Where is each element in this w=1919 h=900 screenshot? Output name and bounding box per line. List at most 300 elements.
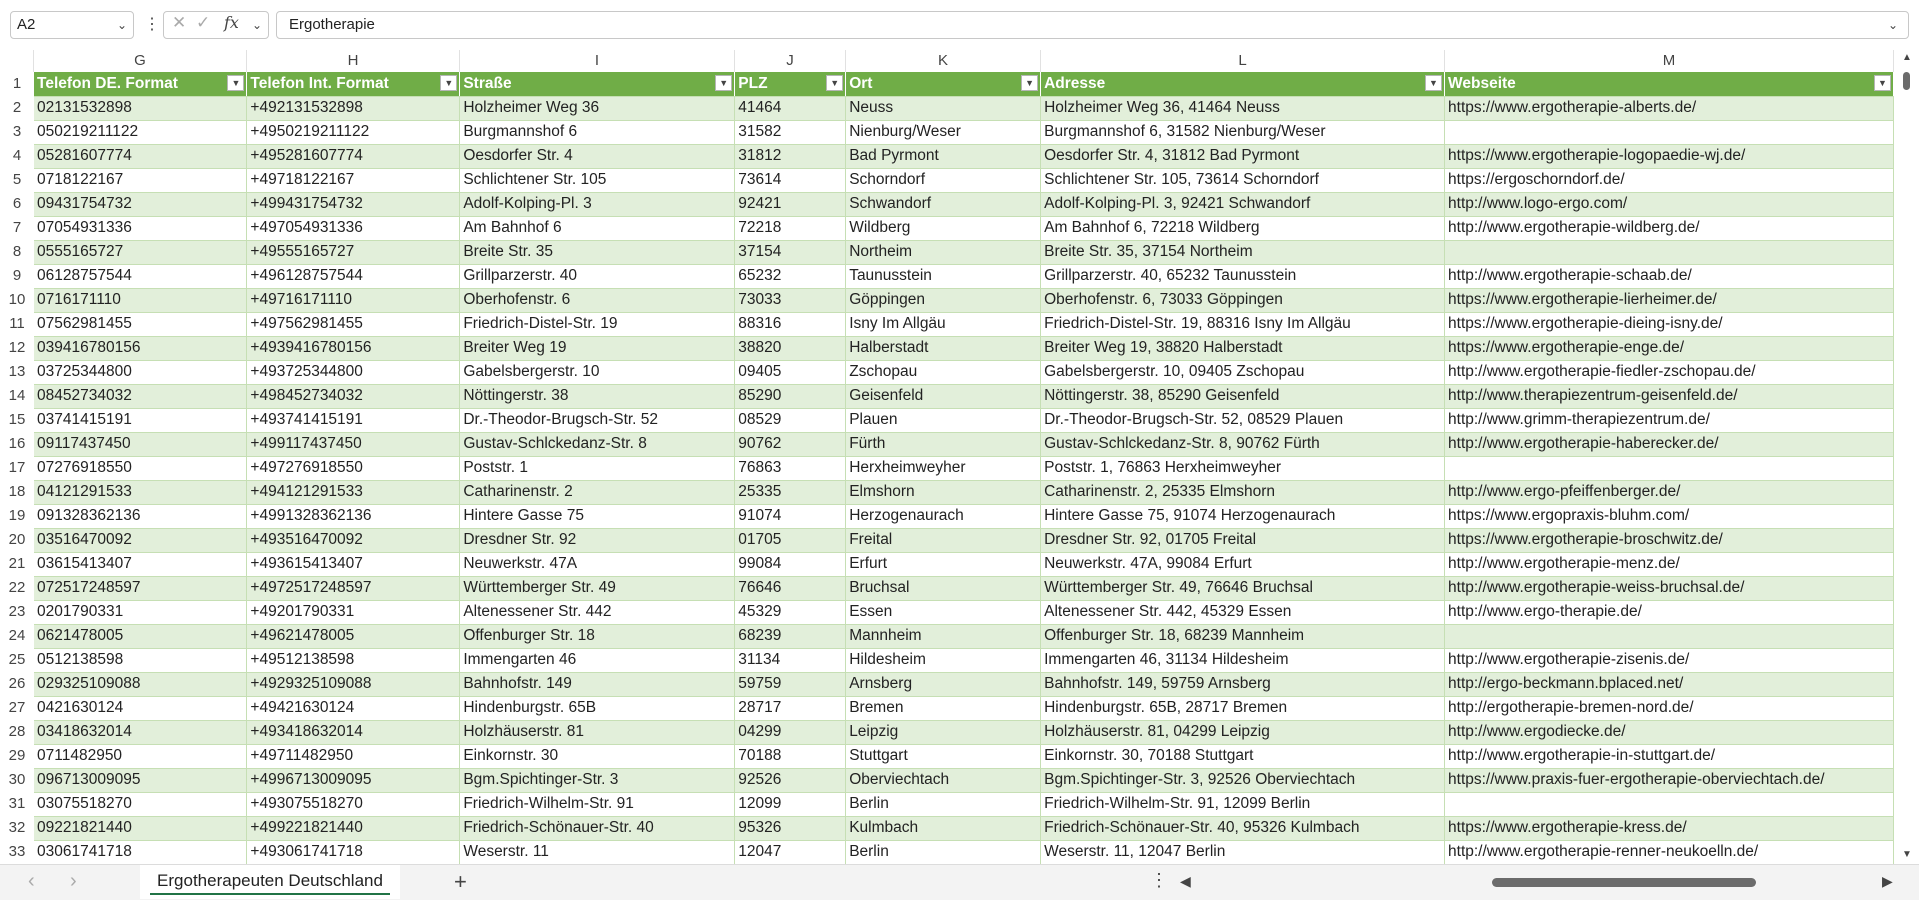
table-cell[interactable]: Burgmannshof 6 <box>460 120 735 144</box>
table-cell[interactable]: http://ergo-beckmann.bplaced.net/ <box>1445 672 1894 696</box>
table-cell[interactable]: 31134 <box>735 648 846 672</box>
table-cell[interactable]: Bremen <box>846 696 1041 720</box>
table-cell[interactable]: Elmshorn <box>846 480 1041 504</box>
table-cell[interactable]: 45329 <box>735 600 846 624</box>
row-header[interactable]: 33 <box>8 843 26 860</box>
table-cell[interactable]: +49718122167 <box>247 168 460 192</box>
table-cell[interactable]: Altenessener Str. 442, 45329 Essen <box>1041 600 1445 624</box>
table-cell[interactable]: 04299 <box>735 720 846 744</box>
table-cell[interactable]: Oesdorfer Str. 4, 31812 Bad Pyrmont <box>1041 144 1445 168</box>
spreadsheet-grid[interactable] <box>0 50 1894 864</box>
table-cell[interactable]: 06128757544 <box>34 264 247 288</box>
table-cell[interactable]: +4996713009095 <box>247 768 460 792</box>
table-cell[interactable]: +493516470092 <box>247 528 460 552</box>
table-cell[interactable]: +49512138598 <box>247 648 460 672</box>
table-cell[interactable]: Schlichtener Str. 105 <box>460 168 735 192</box>
table-cell[interactable]: 03418632014 <box>34 720 247 744</box>
column-header-m[interactable]: M <box>1445 50 1894 72</box>
table-cell[interactable]: 0512138598 <box>34 648 247 672</box>
table-cell[interactable]: 12099 <box>735 792 846 816</box>
table-cell[interactable]: 03615413407 <box>34 552 247 576</box>
column-header-l[interactable]: L <box>1041 50 1445 72</box>
filter-dropdown-icon[interactable]: ▼ <box>1425 75 1442 91</box>
table-cell[interactable]: Friedrich-Wilhelm-Str. 91, 12099 Berlin <box>1041 792 1445 816</box>
table-cell[interactable]: +49621478005 <box>247 624 460 648</box>
row-header[interactable]: 19 <box>8 507 26 524</box>
table-cell[interactable]: 90762 <box>735 432 846 456</box>
table-cell[interactable]: http://www.ergodiecke.de/ <box>1445 720 1894 744</box>
table-cell[interactable]: Gustav-Schlckedanz-Str. 8, 90762 Fürth <box>1041 432 1445 456</box>
row-header[interactable]: 28 <box>8 723 26 740</box>
previous-sheet-icon[interactable]: ‹ <box>28 870 35 892</box>
table-cell[interactable]: Catharinenstr. 2, 25335 Elmshorn <box>1041 480 1445 504</box>
table-cell[interactable]: Leipzig <box>846 720 1041 744</box>
table-cell[interactable]: Offenburger Str. 18, 68239 Mannheim <box>1041 624 1445 648</box>
table-cell[interactable]: Offenburger Str. 18 <box>460 624 735 648</box>
row-header[interactable]: 15 <box>8 411 26 428</box>
row-header[interactable]: 29 <box>8 747 26 764</box>
table-cell[interactable]: Friedrich-Schönauer-Str. 40 <box>460 816 735 840</box>
table-cell[interactable]: Einkornstr. 30 <box>460 744 735 768</box>
table-cell[interactable]: Oesdorfer Str. 4 <box>460 144 735 168</box>
table-cell[interactable]: http://www.grimm-therapiezentrum.de/ <box>1445 408 1894 432</box>
row-header[interactable]: 30 <box>8 771 26 788</box>
table-cell[interactable]: 091328362136 <box>34 504 247 528</box>
table-cell[interactable]: Isny Im Allgäu <box>846 312 1041 336</box>
row-header[interactable]: 23 <box>8 603 26 620</box>
table-cell[interactable]: +499431754732 <box>247 192 460 216</box>
table-cell[interactable]: Schlichtener Str. 105, 73614 Schorndorf <box>1041 168 1445 192</box>
table-cell[interactable]: 09405 <box>735 360 846 384</box>
table-cell[interactable]: 08529 <box>735 408 846 432</box>
table-cell[interactable]: 050219211122 <box>34 120 247 144</box>
row-header[interactable]: 21 <box>8 555 26 572</box>
table-header-cell[interactable] <box>846 72 1041 96</box>
table-cell[interactable]: http://www.therapiezentrum-geisenfeld.de/ <box>1445 384 1894 408</box>
table-cell[interactable]: Schorndorf <box>846 168 1041 192</box>
table-cell[interactable]: http://ergotherapie-bremen-nord.de/ <box>1445 696 1894 720</box>
table-cell[interactable]: Breiter Weg 19, 38820 Halberstadt <box>1041 336 1445 360</box>
table-cell[interactable]: 31582 <box>735 120 846 144</box>
table-cell[interactable]: Holzheimer Weg 36, 41464 Neuss <box>1041 96 1445 120</box>
row-header[interactable]: 31 <box>8 795 26 812</box>
table-cell[interactable]: Oberviechtach <box>846 768 1041 792</box>
scroll-right-icon[interactable]: ▶ <box>1882 873 1893 889</box>
table-cell[interactable]: +4929325109088 <box>247 672 460 696</box>
table-cell[interactable]: Dresdner Str. 92, 01705 Freital <box>1041 528 1445 552</box>
table-cell[interactable]: 12047 <box>735 840 846 864</box>
table-cell[interactable]: https://www.ergotherapie-dieing-isny.de/ <box>1445 312 1894 336</box>
table-cell[interactable]: Bgm.Spichtinger-Str. 3 <box>460 768 735 792</box>
table-cell[interactable]: Northeim <box>846 240 1041 264</box>
table-cell[interactable]: https://www.ergotherapie-kress.de/ <box>1445 816 1894 840</box>
table-cell[interactable]: http://www.ergotherapie-weiss-bruchsal.de/ <box>1445 576 1894 600</box>
row-header[interactable]: 8 <box>12 243 22 260</box>
table-cell[interactable]: +497276918550 <box>247 456 460 480</box>
table-cell[interactable]: Friedrich-Distel-Str. 19, 88316 Isny Im Allgäu <box>1041 312 1445 336</box>
table-cell[interactable]: Poststr. 1 <box>460 456 735 480</box>
table-cell[interactable]: Bruchsal <box>846 576 1041 600</box>
table-cell[interactable]: 73033 <box>735 288 846 312</box>
table-cell[interactable]: Nienburg/Weser <box>846 120 1041 144</box>
table-cell[interactable]: +499221821440 <box>247 816 460 840</box>
table-cell[interactable]: 38820 <box>735 336 846 360</box>
table-cell[interactable]: https://www.ergotherapie-alberts.de/ <box>1445 96 1894 120</box>
table-cell[interactable]: https://ergoschorndorf.de/ <box>1445 168 1894 192</box>
row-header[interactable]: 24 <box>8 627 26 644</box>
row-header[interactable]: 1 <box>12 75 22 92</box>
table-cell[interactable]: Dr.-Theodor-Brugsch-Str. 52, 08529 Plauen <box>1041 408 1445 432</box>
table-cell[interactable]: Am Bahnhof 6 <box>460 216 735 240</box>
row-header[interactable]: 16 <box>8 435 26 452</box>
table-cell[interactable]: 73614 <box>735 168 846 192</box>
add-sheet-icon[interactable]: + <box>454 869 467 894</box>
table-cell[interactable]: 09221821440 <box>34 816 247 840</box>
table-cell[interactable]: Schwandorf <box>846 192 1041 216</box>
table-cell[interactable]: Geisenfeld <box>846 384 1041 408</box>
table-cell[interactable]: Breite Str. 35 <box>460 240 735 264</box>
table-cell[interactable]: Bad Pyrmont <box>846 144 1041 168</box>
table-cell[interactable]: Nöttingerstr. 38 <box>460 384 735 408</box>
table-cell[interactable]: +493741415191 <box>247 408 460 432</box>
table-cell[interactable]: Arnsberg <box>846 672 1041 696</box>
table-cell[interactable]: +499117437450 <box>247 432 460 456</box>
enter-icon[interactable]: ✓ <box>196 13 211 32</box>
data-table[interactable] <box>34 72 1894 864</box>
table-cell[interactable]: Freital <box>846 528 1041 552</box>
table-cell[interactable]: Erfurt <box>846 552 1041 576</box>
table-cell[interactable]: Gustav-Schlckedanz-Str. 8 <box>460 432 735 456</box>
column-header-j[interactable]: J <box>735 50 846 72</box>
table-cell[interactable]: Wildberg <box>846 216 1041 240</box>
table-cell[interactable]: Holzhäuserstr. 81, 04299 Leipzig <box>1041 720 1445 744</box>
filter-dropdown-icon[interactable]: ▼ <box>1021 75 1038 91</box>
table-cell[interactable]: Bgm.Spichtinger-Str. 3, 92526 Oberviechtach <box>1041 768 1445 792</box>
table-cell[interactable]: Taunusstein <box>846 264 1041 288</box>
table-cell[interactable]: Essen <box>846 600 1041 624</box>
table-cell[interactable]: Herzogenaurach <box>846 504 1041 528</box>
table-cell[interactable]: Friedrich-Distel-Str. 19 <box>460 312 735 336</box>
table-cell[interactable]: +49201790331 <box>247 600 460 624</box>
table-cell[interactable]: 02131532898 <box>34 96 247 120</box>
table-cell[interactable]: 03516470092 <box>34 528 247 552</box>
table-cell[interactable]: 072517248597 <box>34 576 247 600</box>
row-header[interactable]: 20 <box>8 531 26 548</box>
filter-dropdown-icon[interactable]: ▼ <box>440 75 457 91</box>
table-cell[interactable]: 03061741718 <box>34 840 247 864</box>
filter-dropdown-icon[interactable]: ▼ <box>826 75 843 91</box>
table-cell[interactable]: 039416780156 <box>34 336 247 360</box>
table-cell[interactable]: Am Bahnhof 6, 72218 Wildberg <box>1041 216 1445 240</box>
table-cell[interactable]: +49711482950 <box>247 744 460 768</box>
table-cell[interactable]: Göppingen <box>846 288 1041 312</box>
table-cell[interactable]: 05281607774 <box>34 144 247 168</box>
table-header-cell[interactable] <box>1445 72 1894 96</box>
table-cell[interactable]: 01705 <box>735 528 846 552</box>
table-cell[interactable] <box>1445 456 1894 480</box>
table-cell[interactable]: Fürth <box>846 432 1041 456</box>
table-cell[interactable]: http://www.ergotherapie-schaab.de/ <box>1445 264 1894 288</box>
row-header[interactable]: 11 <box>9 315 25 332</box>
table-cell[interactable]: 0716171110 <box>34 288 247 312</box>
table-cell[interactable]: +4939416780156 <box>247 336 460 360</box>
table-cell[interactable]: Hindenburgstr. 65B <box>460 696 735 720</box>
table-cell[interactable]: 85290 <box>735 384 846 408</box>
vertical-scrollbar[interactable] <box>1898 50 1916 864</box>
table-cell[interactable]: 28717 <box>735 696 846 720</box>
table-cell[interactable]: 029325109088 <box>34 672 247 696</box>
table-cell[interactable]: +493418632014 <box>247 720 460 744</box>
table-cell[interactable]: Hintere Gasse 75 <box>460 504 735 528</box>
table-cell[interactable]: Weserstr. 11, 12047 Berlin <box>1041 840 1445 864</box>
table-cell[interactable]: +493725344800 <box>247 360 460 384</box>
table-cell[interactable]: Hildesheim <box>846 648 1041 672</box>
table-cell[interactable]: 03725344800 <box>34 360 247 384</box>
table-cell[interactable]: Weserstr. 11 <box>460 840 735 864</box>
table-cell[interactable]: +4972517248597 <box>247 576 460 600</box>
insert-function-icon[interactable]: fx <box>224 13 239 32</box>
row-header[interactable]: 14 <box>8 387 26 404</box>
table-cell[interactable]: 0711482950 <box>34 744 247 768</box>
table-cell[interactable]: Burgmannshof 6, 31582 Nienburg/Weser <box>1041 120 1445 144</box>
table-cell[interactable]: 88316 <box>735 312 846 336</box>
table-cell[interactable]: Holzheimer Weg 36 <box>460 96 735 120</box>
table-cell[interactable]: 0421630124 <box>34 696 247 720</box>
table-cell[interactable]: Poststr. 1, 76863 Herxheimweyher <box>1041 456 1445 480</box>
table-cell[interactable]: Berlin <box>846 792 1041 816</box>
row-header[interactable]: 27 <box>8 699 26 716</box>
table-cell[interactable]: Adolf-Kolping-Pl. 3 <box>460 192 735 216</box>
table-cell[interactable]: +493075518270 <box>247 792 460 816</box>
table-cell[interactable]: Neuwerkstr. 47A <box>460 552 735 576</box>
table-cell[interactable]: Breiter Weg 19 <box>460 336 735 360</box>
table-cell[interactable]: http://www.logo-ergo.com/ <box>1445 192 1894 216</box>
row-header[interactable]: 13 <box>8 363 26 380</box>
table-cell[interactable]: Kulmbach <box>846 816 1041 840</box>
table-cell[interactable]: 07276918550 <box>34 456 247 480</box>
chevron-down-icon[interactable]: ⌄ <box>116 18 127 32</box>
row-header[interactable]: 3 <box>12 123 22 140</box>
table-cell[interactable]: Breite Str. 35, 37154 Northeim <box>1041 240 1445 264</box>
table-cell[interactable]: 25335 <box>735 480 846 504</box>
more-options-icon[interactable]: ⋮ <box>144 16 160 33</box>
table-cell[interactable]: Hindenburgstr. 65B, 28717 Bremen <box>1041 696 1445 720</box>
table-header-cell[interactable] <box>460 72 735 96</box>
table-cell[interactable]: Immengarten 46, 31134 Hildesheim <box>1041 648 1445 672</box>
table-cell[interactable]: Halberstadt <box>846 336 1041 360</box>
table-cell[interactable]: 72218 <box>735 216 846 240</box>
cancel-icon[interactable]: ✕ <box>172 13 187 32</box>
table-cell[interactable]: Oberhofenstr. 6 <box>460 288 735 312</box>
table-cell[interactable]: 04121291533 <box>34 480 247 504</box>
row-header[interactable]: 25 <box>8 651 26 668</box>
table-cell[interactable]: https://www.ergotherapie-broschwitz.de/ <box>1445 528 1894 552</box>
table-cell[interactable]: Württemberger Str. 49 <box>460 576 735 600</box>
table-cell[interactable]: 03075518270 <box>34 792 247 816</box>
formula-input[interactable] <box>276 11 1909 39</box>
table-cell[interactable]: +4991328362136 <box>247 504 460 528</box>
table-cell[interactable]: https://www.ergopraxis-bluhm.com/ <box>1445 504 1894 528</box>
name-box[interactable] <box>10 11 134 39</box>
row-header[interactable]: 7 <box>12 219 22 236</box>
table-cell[interactable]: http://www.ergo-therapie.de/ <box>1445 600 1894 624</box>
table-cell[interactable]: Grillparzerstr. 40 <box>460 264 735 288</box>
table-cell[interactable]: 03741415191 <box>34 408 247 432</box>
table-cell[interactable]: Herxheimweyher <box>846 456 1041 480</box>
table-cell[interactable]: http://www.ergotherapie-haberecker.de/ <box>1445 432 1894 456</box>
row-header[interactable]: 17 <box>8 459 26 476</box>
table-cell[interactable]: Grillparzerstr. 40, 65232 Taunusstein <box>1041 264 1445 288</box>
table-cell[interactable]: 76646 <box>735 576 846 600</box>
table-cell[interactable]: Adolf-Kolping-Pl. 3, 92421 Schwandorf <box>1041 192 1445 216</box>
table-header-cell[interactable] <box>735 72 846 96</box>
table-cell[interactable]: +497054931336 <box>247 216 460 240</box>
table-header-cell[interactable] <box>247 72 460 96</box>
table-cell[interactable]: 31812 <box>735 144 846 168</box>
table-cell[interactable]: 68239 <box>735 624 846 648</box>
table-cell[interactable]: https://www.ergotherapie-logopaedie-wj.de/ <box>1445 144 1894 168</box>
table-cell[interactable]: Altenessener Str. 442 <box>460 600 735 624</box>
table-cell[interactable]: 37154 <box>735 240 846 264</box>
table-cell[interactable]: Neuss <box>846 96 1041 120</box>
table-cell[interactable]: Catharinenstr. 2 <box>460 480 735 504</box>
table-cell[interactable]: 41464 <box>735 96 846 120</box>
table-cell[interactable]: 95326 <box>735 816 846 840</box>
table-cell[interactable]: Mannheim <box>846 624 1041 648</box>
table-cell[interactable]: Immengarten 46 <box>460 648 735 672</box>
table-cell[interactable]: 09431754732 <box>34 192 247 216</box>
table-cell[interactable]: 0555165727 <box>34 240 247 264</box>
table-cell[interactable]: +495281607774 <box>247 144 460 168</box>
table-cell[interactable]: Oberhofenstr. 6, 73033 Göppingen <box>1041 288 1445 312</box>
filter-dropdown-icon[interactable]: ▼ <box>1874 75 1891 91</box>
table-cell[interactable]: +49716171110 <box>247 288 460 312</box>
table-header-cell[interactable] <box>1041 72 1445 96</box>
table-cell[interactable]: https://www.praxis-fuer-ergotherapie-oberviechtach.de/ <box>1445 768 1894 792</box>
table-cell[interactable]: +493061741718 <box>247 840 460 864</box>
table-cell[interactable]: Dresdner Str. 92 <box>460 528 735 552</box>
filter-dropdown-icon[interactable]: ▼ <box>227 75 244 91</box>
table-cell[interactable]: +4950219211122 <box>247 120 460 144</box>
table-cell[interactable]: Nöttingerstr. 38, 85290 Geisenfeld <box>1041 384 1445 408</box>
table-cell[interactable]: http://www.ergotherapie-renner-neukoelln.de/ <box>1445 840 1894 864</box>
row-header[interactable]: 6 <box>12 195 22 212</box>
table-cell[interactable]: Einkornstr. 30, 70188 Stuttgart <box>1041 744 1445 768</box>
table-cell[interactable]: +492131532898 <box>247 96 460 120</box>
table-cell[interactable]: +493615413407 <box>247 552 460 576</box>
table-cell[interactable]: http://www.ergotherapie-zisenis.de/ <box>1445 648 1894 672</box>
table-cell[interactable]: http://www.ergotherapie-fiedler-zschopau.de/ <box>1445 360 1894 384</box>
column-header-g[interactable]: G <box>34 50 247 72</box>
table-cell[interactable]: Berlin <box>846 840 1041 864</box>
table-cell[interactable]: 096713009095 <box>34 768 247 792</box>
table-cell[interactable]: 91074 <box>735 504 846 528</box>
table-cell[interactable]: +49421630124 <box>247 696 460 720</box>
table-cell[interactable]: Württemberger Str. 49, 76646 Bruchsal <box>1041 576 1445 600</box>
vertical-scroll-thumb[interactable] <box>1903 72 1910 90</box>
row-header[interactable]: 10 <box>8 291 26 308</box>
table-cell[interactable]: 99084 <box>735 552 846 576</box>
row-header[interactable]: 5 <box>12 171 22 188</box>
table-cell[interactable]: 65232 <box>735 264 846 288</box>
table-cell[interactable] <box>1445 792 1894 816</box>
table-cell[interactable]: http://www.ergotherapie-in-stuttgart.de/ <box>1445 744 1894 768</box>
table-header-cell[interactable] <box>34 72 247 96</box>
table-cell[interactable]: Dr.-Theodor-Brugsch-Str. 52 <box>460 408 735 432</box>
table-cell[interactable]: https://www.ergotherapie-lierheimer.de/ <box>1445 288 1894 312</box>
table-cell[interactable]: Plauen <box>846 408 1041 432</box>
table-cell[interactable]: 0718122167 <box>34 168 247 192</box>
table-cell[interactable] <box>1445 120 1894 144</box>
table-cell[interactable]: 09117437450 <box>34 432 247 456</box>
row-header[interactable]: 12 <box>8 339 26 356</box>
scroll-left-icon[interactable]: ◀ <box>1180 873 1191 889</box>
expand-formula-icon[interactable]: ⌄ <box>1887 18 1898 32</box>
chevron-down-icon[interactable]: ⌄ <box>252 18 263 32</box>
sheet-tab-active[interactable] <box>140 865 400 899</box>
table-cell[interactable]: http://www.ergotherapie-menz.de/ <box>1445 552 1894 576</box>
table-cell[interactable]: https://www.ergotherapie-enge.de/ <box>1445 336 1894 360</box>
table-cell[interactable]: 07054931336 <box>34 216 247 240</box>
table-cell[interactable]: +494121291533 <box>247 480 460 504</box>
table-cell[interactable]: +49555165727 <box>247 240 460 264</box>
table-cell[interactable]: http://www.ergotherapie-wildberg.de/ <box>1445 216 1894 240</box>
table-cell[interactable]: Friedrich-Schönauer-Str. 40, 95326 Kulmbach <box>1041 816 1445 840</box>
select-all-corner[interactable] <box>0 50 34 72</box>
row-header[interactable]: 18 <box>8 483 26 500</box>
table-cell[interactable]: Zschopau <box>846 360 1041 384</box>
column-header-h[interactable]: H <box>247 50 460 72</box>
table-cell[interactable]: 70188 <box>735 744 846 768</box>
table-cell[interactable]: Holzhäuserstr. 81 <box>460 720 735 744</box>
table-cell[interactable]: +497562981455 <box>247 312 460 336</box>
table-cell[interactable]: 92421 <box>735 192 846 216</box>
table-cell[interactable]: 59759 <box>735 672 846 696</box>
row-header[interactable]: 2 <box>12 99 22 116</box>
more-options-icon[interactable]: ⋮ <box>1150 870 1168 890</box>
table-cell[interactable]: Neuwerkstr. 47A, 99084 Erfurt <box>1041 552 1445 576</box>
table-cell[interactable]: http://www.ergo-pfeiffenberger.de/ <box>1445 480 1894 504</box>
table-cell[interactable]: Stuttgart <box>846 744 1041 768</box>
row-header[interactable]: 32 <box>8 819 26 836</box>
row-header[interactable]: 26 <box>8 675 26 692</box>
table-cell[interactable]: +498452734032 <box>247 384 460 408</box>
table-cell[interactable]: Gabelsbergerstr. 10 <box>460 360 735 384</box>
table-cell[interactable]: 76863 <box>735 456 846 480</box>
table-cell[interactable]: 92526 <box>735 768 846 792</box>
table-cell[interactable]: 0201790331 <box>34 600 247 624</box>
filter-dropdown-icon[interactable]: ▼ <box>715 75 732 91</box>
table-cell[interactable]: Bahnhofstr. 149 <box>460 672 735 696</box>
row-header[interactable]: 22 <box>8 579 26 596</box>
table-cell[interactable] <box>1445 240 1894 264</box>
table-cell[interactable]: +496128757544 <box>247 264 460 288</box>
next-sheet-icon[interactable]: › <box>70 870 77 892</box>
scroll-down-icon[interactable]: ▼ <box>1902 849 1912 860</box>
scroll-up-icon[interactable]: ▲ <box>1902 52 1912 63</box>
table-cell[interactable]: Bahnhofstr. 149, 59759 Arnsberg <box>1041 672 1445 696</box>
row-header[interactable]: 4 <box>12 147 22 164</box>
table-cell[interactable]: Hintere Gasse 75, 91074 Herzogenaurach <box>1041 504 1445 528</box>
table-cell[interactable]: Friedrich-Wilhelm-Str. 91 <box>460 792 735 816</box>
table-cell[interactable] <box>1445 624 1894 648</box>
row-header[interactable]: 9 <box>12 267 22 284</box>
column-header-k[interactable]: K <box>846 50 1041 72</box>
table-cell[interactable]: 07562981455 <box>34 312 247 336</box>
column-header-i[interactable]: I <box>460 50 735 72</box>
table-cell[interactable]: Gabelsbergerstr. 10, 09405 Zschopau <box>1041 360 1445 384</box>
table-cell[interactable]: 08452734032 <box>34 384 247 408</box>
